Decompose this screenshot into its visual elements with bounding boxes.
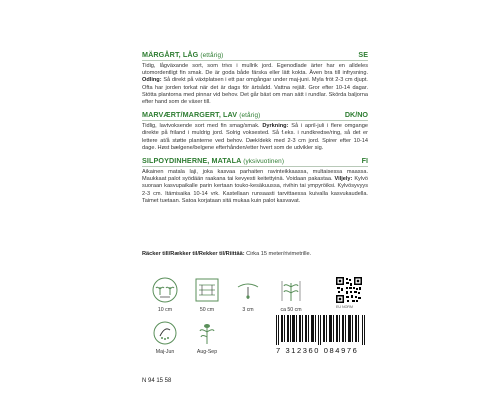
section-header <box>142 110 368 121</box>
sowing-time-icon <box>152 320 178 346</box>
section-se <box>142 50 368 106</box>
section-title: MARVÆRT/MARGERT, LAV (etårig) <box>142 110 261 120</box>
harvest-time-label: Aug-Sep <box>196 349 218 355</box>
plant-height-icon <box>279 277 303 303</box>
harvest-time-icon <box>194 320 220 346</box>
seed-description-panel <box>142 50 368 209</box>
language-code: FI <box>361 156 368 166</box>
section-dk-no <box>142 110 368 152</box>
barcode-number: 7 312360 084976 <box>276 346 359 355</box>
section-body: Tidlig, lavtvoksende sort med fin smag/smak. Dyrkning: Så i april-juli i flere omgange direkte på friland i muldrig jord. Solrig voksested. Så f.eks. i rundkredse/ring, så det er lettere at/å støtte planterne ved behov. Dæk/dekk med 2-3 cm jord. Spirer efter 10-14 dage. Høst bælgene/belgene efterhånden/etter hvert som de udvikler sig. <box>142 123 368 151</box>
sowing-depth-icon <box>235 277 261 303</box>
row-spacing-label: 50 cm <box>199 307 215 313</box>
sprout-spacing-icon <box>152 277 178 303</box>
sowing-time-label: Maj-Jun <box>155 349 175 355</box>
plant-height-label: ca 50 cm <box>280 307 302 313</box>
section-header <box>142 50 368 61</box>
qr-code <box>336 277 362 303</box>
section-title: SILPOYDINHERNE, MATALA (yksivuotinen) <box>142 156 285 166</box>
section-header <box>142 156 368 167</box>
section-body: Tidig, lågväxande sort, som trivs i mullrik jord. Egenodlade ärter har en alldeles utomordentligt fin smak. De är goda både färska eller lätt kokta. Även bra till infrysning. Odling: Så direkt på växtplatsen i ett par omgångar under maj-juni. Myla fröt 2-3 cm djupt. Ofta har jorden torkat när det är dags för ärtsådd. Vattna rejält. Gror efter 10-14 dagar. Stötta plantorna med pinnar vid behov. Det går bäst om man sätt i rundlar. Skörda baljorna efter hand som de växer till. <box>142 63 368 106</box>
row-spacing-icon <box>194 277 220 303</box>
section-fi <box>142 156 368 205</box>
language-code: SE <box>358 50 368 59</box>
sprout-spacing-label: 10 cm <box>157 307 173 313</box>
section-body: Aikainen matala laji, joka kasvaa parhaiten ravinteikkaassa, multaisessa maassa. Maukkaat palot syödään raakana tai kevyesti keitettyinä. Voidaan pakastaa. Viljely: Kylvö suoraan kasvupaikalle parin kertaan touko-kesäkuussa, rivihin tai ympyröiksi. Kylvösyvyys 2-3 cm. Itämisaika 10-14 vrk. Kastellaan runsaasti tarvittaessa kuivalla kasvukaudella. Taimet tuetaan. Satoa korjataan sitä mukaa kuin palot kasvavat. <box>142 169 368 204</box>
language-code: DK/NO <box>344 110 368 120</box>
coverage-line: Räcker till/Rækker til/Rekker til/Riittää: Cirka 15 meter/rivimetrille. <box>142 251 312 257</box>
barcode <box>274 315 370 345</box>
section-title: MÄRGÅRT, LÅG (ettårig) <box>142 50 224 59</box>
product-code: N 94 15 58 <box>142 378 172 384</box>
eu-norm-label: EU NORM <box>336 305 353 309</box>
sowing-depth-label: 3 cm <box>242 307 254 313</box>
